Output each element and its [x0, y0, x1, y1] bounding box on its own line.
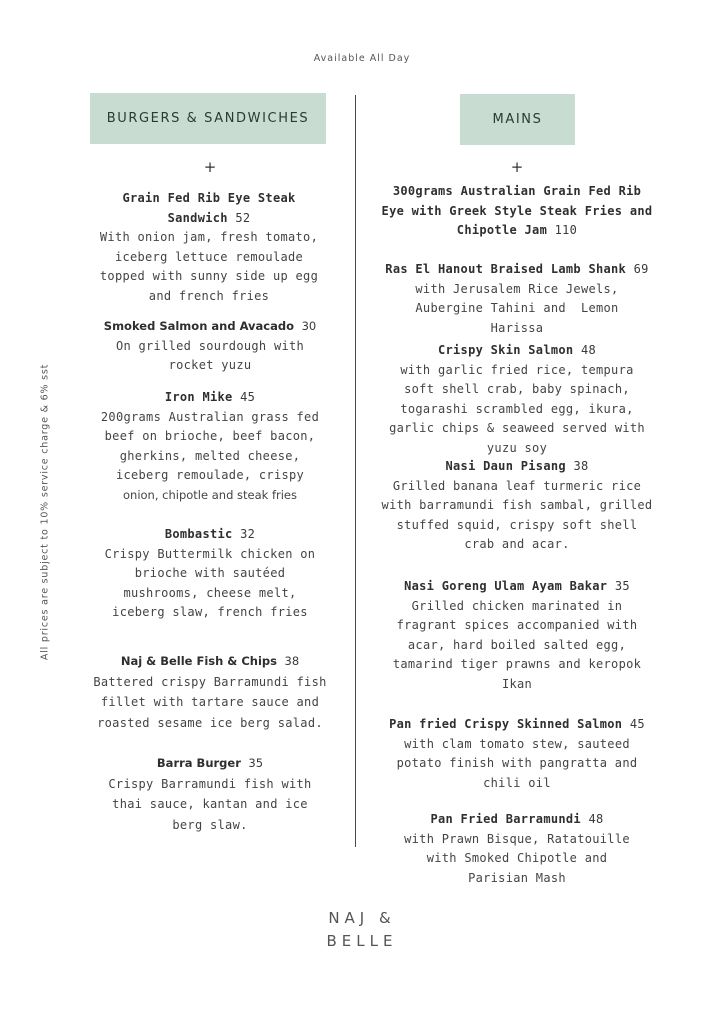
item-name: 300grams Australian Grain Fed Rib Eye with Greek Style Steak Fries and Chipotle Jam [381, 184, 653, 237]
menu-item [378, 182, 656, 241]
item-description: with garlic fried rice, tempura soft shell crab, baby spinach, togarashi scrambled egg, ikura, garlic chips & seaweed served with yuzu soy [389, 362, 645, 455]
item-price: 35 [614, 579, 630, 593]
item-description: Grilled banana leaf turmeric rice with barramundi fish sambal, grilled stuffed squid, crispy soft shell crab and acar. [381, 478, 653, 551]
item-name: Pan fried Crispy Skinned Salmon [389, 717, 623, 731]
logo-line-1: NAJ & [328, 909, 396, 927]
item-description: 200grams Australian grass fed beef on brioche, beef bacon, gherkins, melted cheese, iceberg remoulade, crispy [100, 409, 320, 482]
item-price: 45 [629, 717, 645, 731]
item-description: Crispy Buttermilk chicken on brioche with sautéed mushrooms, cheese melt, iceberg slaw, french fries [104, 546, 316, 619]
section-header-burgers: BURGERS & SANDWICHES [90, 93, 326, 144]
brand-logo [0, 907, 724, 953]
item-name: Crispy Skin Salmon [437, 343, 574, 357]
item-name: Ras El Hanout Braised Lamb Shank [385, 262, 627, 276]
item-name: Pan Fried Barramundi [430, 812, 581, 826]
item-name: Smoked Salmon and Avacado [103, 319, 295, 333]
item-description: Battered crispy Barramundi fish fillet with tartare sauce and roasted sesame ice berg salad. [93, 674, 327, 730]
item-price: 38 [573, 459, 589, 473]
item-name: Barra Burger [156, 756, 241, 770]
availability-note: Available All Day [313, 53, 411, 64]
menu-item [378, 810, 656, 888]
item-description: Crispy Barramundi fish with thai sauce, kantan and ice berg slaw. [108, 776, 312, 832]
item-description: On grilled sourdough with rocket yuzu [115, 338, 305, 372]
item-name: Bombastic [164, 527, 233, 541]
menu-item [90, 525, 330, 623]
menu-item [378, 715, 656, 793]
logo-line-2: BELLE [326, 932, 398, 950]
menu-item [90, 754, 330, 835]
item-name: Nasi Goreng Ulam Ayam Bakar [404, 579, 608, 593]
item-description: with Jerusalem Rice Jewels, Aubergine Tahini and Lemon Harissa [415, 281, 627, 335]
item-price: 110 [554, 223, 578, 237]
section-header-mains: MAINS [460, 94, 575, 145]
item-name: Nasi Daun Pisang [445, 459, 566, 473]
item-price: 45 [240, 390, 256, 404]
item-name: Iron Mike [164, 390, 233, 404]
item-price: 52 [235, 210, 251, 225]
service-charge-note: All prices are subject to 10% service charge & 6% sst [39, 363, 51, 661]
item-description: With onion jam, fresh tomato, iceberg lettuce remoulade topped with sunny side up egg and french fries [99, 230, 319, 303]
item-description: with clam tomato stew, sauteed potato finish with pangratta and chili oil [396, 736, 638, 790]
plus-icon: + [203, 158, 217, 176]
item-price: 38 [284, 654, 300, 668]
item-price: 69 [633, 262, 649, 276]
item-description: Grilled chicken marinated in fragrant spices accompanied with acar, hard boiled salted egg, tamarind tiger prawns and keropok Ikan [392, 598, 642, 691]
item-price: 35 [248, 756, 264, 770]
menu-item [90, 388, 330, 505]
plus-icon: + [510, 158, 524, 176]
menu-item [90, 317, 330, 376]
item-price: 48 [580, 343, 597, 357]
item-price: 48 [588, 812, 604, 826]
item-description-cont: onion, chipotle and steak fries [123, 487, 297, 502]
menu-item [95, 189, 323, 306]
menu-item [90, 652, 330, 733]
item-name: Grain Fed Rib Eye Steak Sandwich [122, 191, 296, 225]
menu-item [378, 457, 656, 555]
item-price: 32 [240, 527, 256, 541]
menu-item [378, 577, 656, 694]
item-name: Naj & Belle Fish & Chips [120, 654, 277, 668]
menu-item [378, 341, 656, 458]
menu-item [378, 260, 656, 338]
column-divider [355, 95, 356, 847]
item-description: with Prawn Bisque, Ratatouille with Smoked Chipotle and Parisian Mash [404, 831, 630, 885]
item-price: 30 [301, 319, 317, 333]
